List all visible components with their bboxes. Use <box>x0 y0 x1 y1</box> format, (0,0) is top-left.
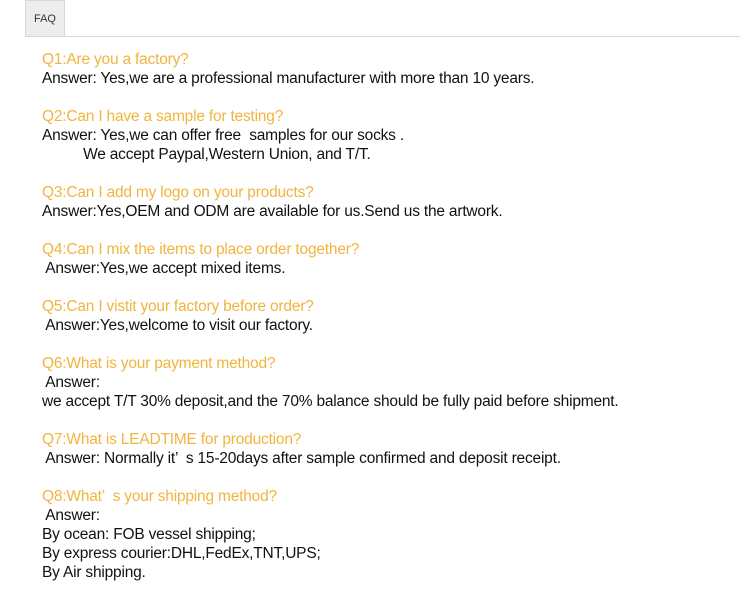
faq-item <box>42 487 742 582</box>
faq-answer-line: Answer: <box>42 507 100 524</box>
faq-question: Q4:Can I mix the items to place order together? <box>42 241 360 258</box>
faq-answer-line: we accept T/T 30% deposit,and the 70% balance should be fully paid before shipment. <box>42 393 619 410</box>
faq-answer-line: By Air shipping. <box>42 564 146 581</box>
faq-item <box>42 430 742 468</box>
faq-question: Q8:What’ s your shipping method? <box>42 488 277 505</box>
faq-question: Q7:What is LEADTIME for production? <box>42 431 302 448</box>
faq-item <box>42 183 742 221</box>
faq-item <box>42 354 742 411</box>
faq-answer-line: By express courier:DHL,FedEx,TNT,UPS; <box>42 545 321 562</box>
faq-question: Q2:Can I have a sample for testing? <box>42 108 284 125</box>
faq-answer-line: Answer: Normally it’ s 15-20days after sample confirmed and deposit receipt. <box>42 450 561 467</box>
faq-answer-line: Answer:Yes,welcome to visit our factory. <box>42 317 313 334</box>
tab-bar <box>25 0 740 37</box>
faq-answer-line: Answer:Yes,we accept mixed items. <box>42 260 286 277</box>
tab-faq[interactable]: FAQ <box>25 0 65 36</box>
faq-item <box>42 107 742 164</box>
faq-answer-line: We accept Paypal,Western Union, and T/T. <box>42 146 371 163</box>
faq-question: Q3:Can I add my logo on your products? <box>42 184 314 201</box>
faq-answer-line: Answer:Yes,OEM and ODM are available for us.Send us the artwork. <box>42 203 503 220</box>
faq-answer-line: Answer: Yes,we are a professional manufacturer with more than 10 years. <box>42 70 535 87</box>
faq-answer-line: By ocean: FOB vessel shipping; <box>42 526 256 543</box>
faq-answer-line: Answer: Yes,we can offer free samples for our socks . <box>42 127 404 144</box>
faq-question: Q6:What is your payment method? <box>42 355 276 372</box>
faq-answer-line: Answer: <box>42 374 100 391</box>
faq-item <box>42 297 742 335</box>
faq-question: Q1:Are you a factory? <box>42 51 189 68</box>
faq-list <box>42 50 742 601</box>
faq-item <box>42 50 742 88</box>
faq-question: Q5:Can I vistit your factory before order? <box>42 298 314 315</box>
faq-item <box>42 240 742 278</box>
